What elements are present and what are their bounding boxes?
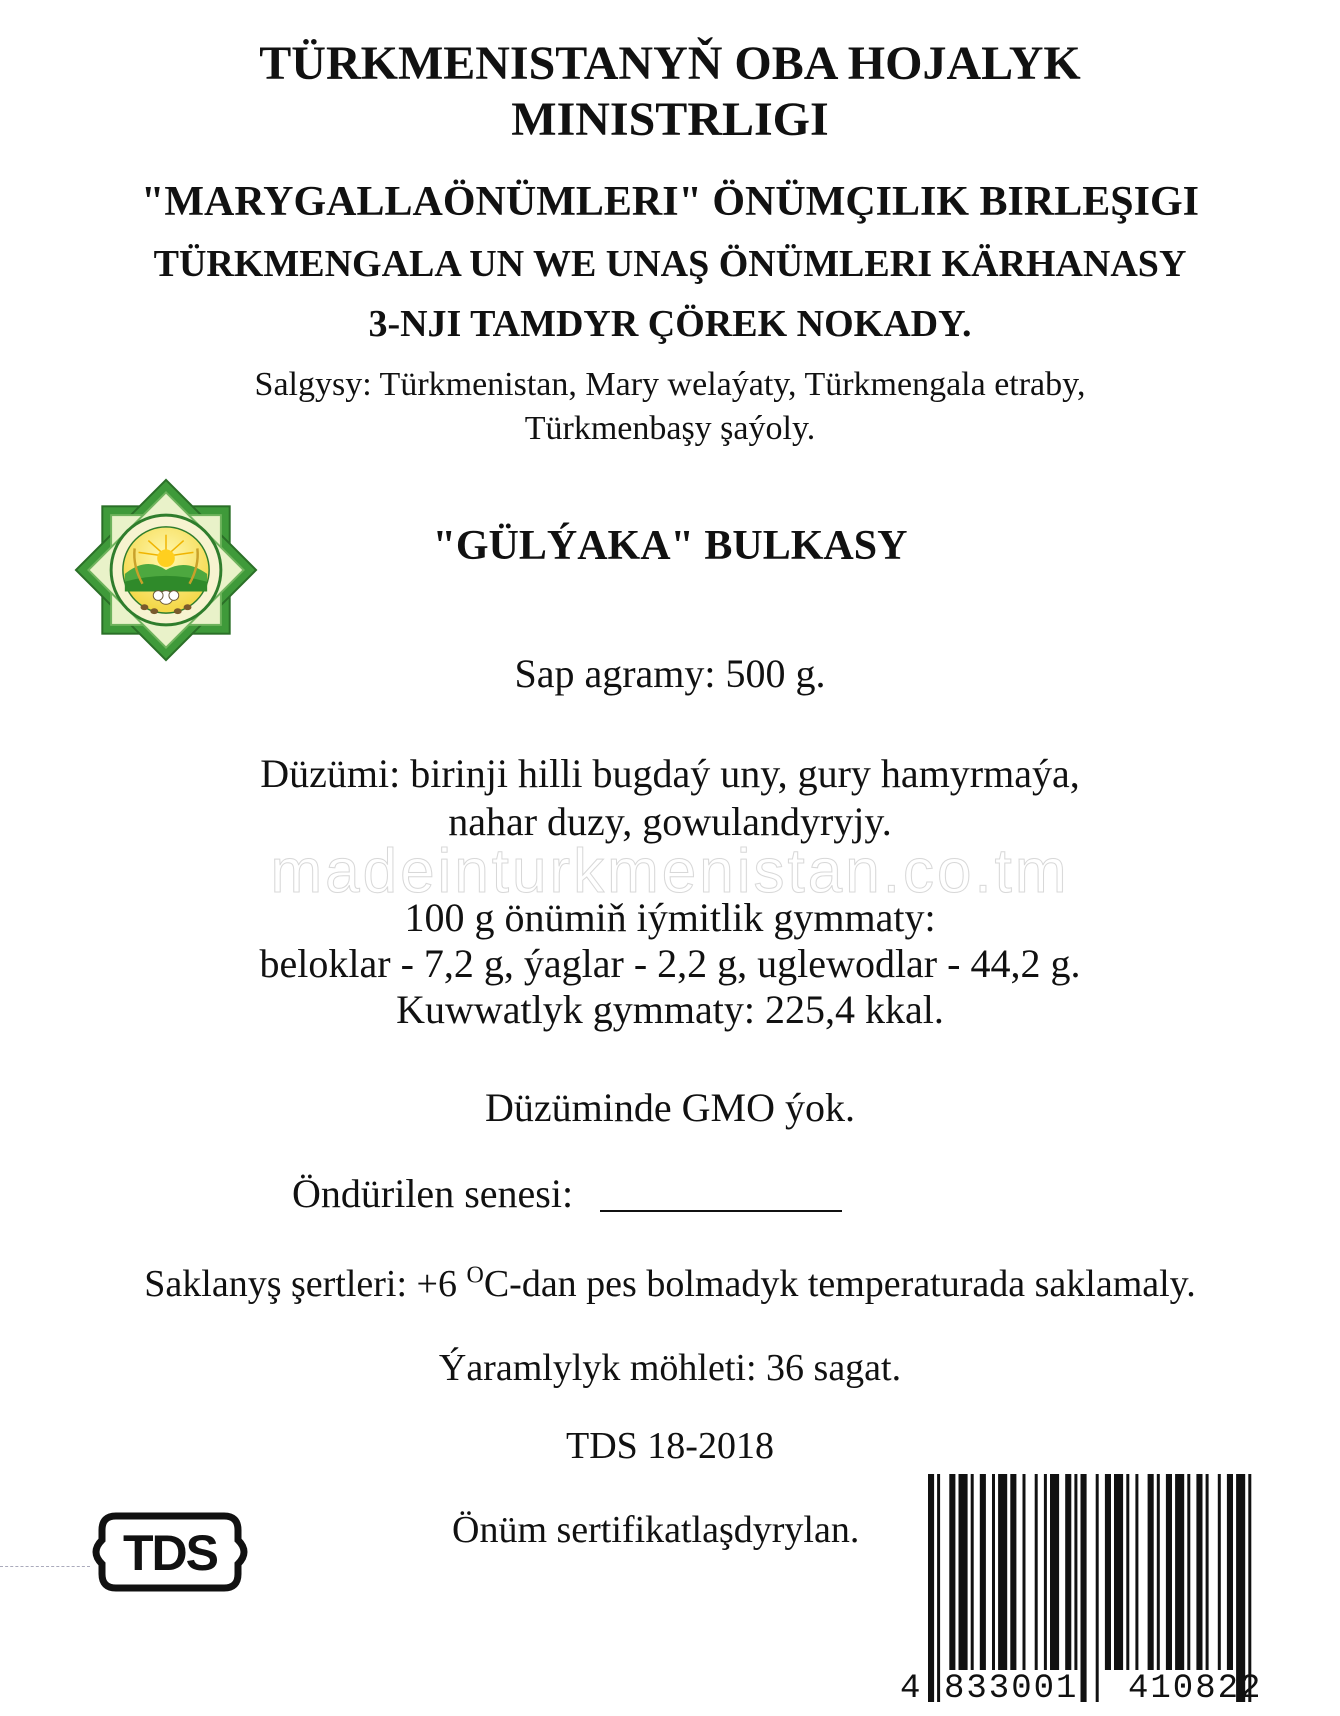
barcode-bar bbox=[1227, 1474, 1233, 1670]
barcode-bar bbox=[1196, 1474, 1202, 1670]
barcode-icon bbox=[928, 1474, 1322, 1702]
barcode-bar bbox=[928, 1474, 934, 1702]
barcode-bar bbox=[1114, 1474, 1123, 1670]
shelf-life: Ýaramlylyk möhleti: 36 sagat. bbox=[438, 1347, 902, 1389]
barcode-bar bbox=[1166, 1474, 1172, 1670]
barcode-bar bbox=[1096, 1474, 1099, 1702]
barcode-bar bbox=[992, 1474, 995, 1670]
barcode-bar bbox=[980, 1474, 986, 1670]
barcode-bar bbox=[1081, 1474, 1087, 1702]
ingredients-line1: Düzümi: birinji hilli bugdaý uny, gury hamyrmaýa, bbox=[260, 751, 1080, 796]
tds-logo-text: TDS bbox=[123, 1525, 217, 1581]
ministry-name-line1: TÜRKMENISTANYŇ OBA HOJALYK bbox=[259, 37, 1081, 90]
barcode-bar bbox=[1105, 1474, 1111, 1670]
association-name: "MARYGALLAÖNÜMLERI" ÖNÜMÇILIK BIRLEŞIGI bbox=[141, 179, 1199, 225]
barcode-bar bbox=[1010, 1474, 1016, 1670]
watermark-text: madeinturkmenistan.co.tm bbox=[270, 837, 1070, 906]
storage-degree-mark: O bbox=[466, 1262, 484, 1289]
barcode-bar bbox=[1248, 1474, 1251, 1702]
barcode-bar bbox=[1175, 1474, 1184, 1670]
barcode-bar bbox=[1126, 1474, 1129, 1670]
barcode-bar bbox=[1206, 1474, 1209, 1670]
gmo-free-statement: Düzüminde GMO ýok. bbox=[485, 1085, 855, 1130]
product-name: "GÜLÝAKA" BULKASY bbox=[432, 523, 908, 569]
barcode-right-group: 410822 bbox=[1128, 1670, 1263, 1708]
barcode-bar bbox=[1157, 1474, 1160, 1670]
address-line1: Salgysy: Türkmenistan, Mary welaýaty, Türkmengala etraby, bbox=[254, 366, 1086, 403]
storage-conditions bbox=[0, 1262, 1340, 1306]
bakery-point-name: 3-NJI TAMDYR ÇÖREK NOKADY. bbox=[368, 303, 972, 345]
barcode-bar bbox=[959, 1474, 968, 1670]
tds-standard: TDS 18-2018 bbox=[566, 1425, 774, 1467]
barcode-first-digit: 4 bbox=[900, 1670, 921, 1708]
barcode-bar bbox=[1065, 1474, 1071, 1670]
barcode-bar bbox=[998, 1474, 1007, 1670]
barcode-bar bbox=[949, 1474, 955, 1670]
barcode-bar bbox=[1148, 1474, 1154, 1670]
energy-value: Kuwwatlyk gymmaty: 225,4 kkal. bbox=[396, 987, 944, 1032]
barcode-bar bbox=[1187, 1474, 1190, 1670]
certification-statement: Önüm sertifikatlaşdyrylan. bbox=[452, 1509, 860, 1551]
barcode-bar bbox=[1074, 1474, 1077, 1670]
barcode-bar bbox=[1135, 1474, 1138, 1670]
enterprise-name: TÜRKMENGALA UN WE UNAŞ ÖNÜMLERI KÄRHANASY bbox=[153, 243, 1187, 285]
production-date-blank-line bbox=[600, 1210, 842, 1212]
ministry-emblem-icon bbox=[68, 472, 264, 668]
storage-suffix: C-dan pes bolmadyk temperaturada saklamaly. bbox=[483, 1263, 1196, 1305]
barcode-bar bbox=[1050, 1474, 1059, 1670]
barcode-bar bbox=[1218, 1474, 1221, 1670]
barcode-bar bbox=[1044, 1474, 1047, 1670]
edge-dash-line bbox=[0, 1566, 90, 1567]
ministry-name-line2: MINISTRLIGI bbox=[511, 93, 829, 146]
barcode-bar bbox=[1035, 1474, 1038, 1670]
barcode-bar bbox=[937, 1474, 940, 1702]
production-date-label: Öndürilen senesi: bbox=[292, 1171, 574, 1216]
barcode-left-group: 833001 bbox=[944, 1670, 1079, 1708]
ingredients-line2: nahar duzy, gowulandyryjy. bbox=[448, 799, 892, 844]
storage-prefix: Saklanyş şertleri: +6 bbox=[144, 1263, 467, 1305]
barcode-bar bbox=[1023, 1474, 1026, 1670]
net-weight: Sap agramy: 500 g. bbox=[514, 651, 826, 696]
nutrition-values: beloklar - 7,2 g, ýaglar - 2,2 g, uglewodlar - 44,2 g. bbox=[259, 941, 1081, 986]
nutrition-title: 100 g önümiň iýmitlik gymmaty: bbox=[404, 895, 936, 940]
barcode-bar bbox=[971, 1474, 974, 1670]
barcode-bar bbox=[1236, 1474, 1245, 1702]
address-line2: Türkmenbaşy şaýoly. bbox=[524, 410, 816, 447]
